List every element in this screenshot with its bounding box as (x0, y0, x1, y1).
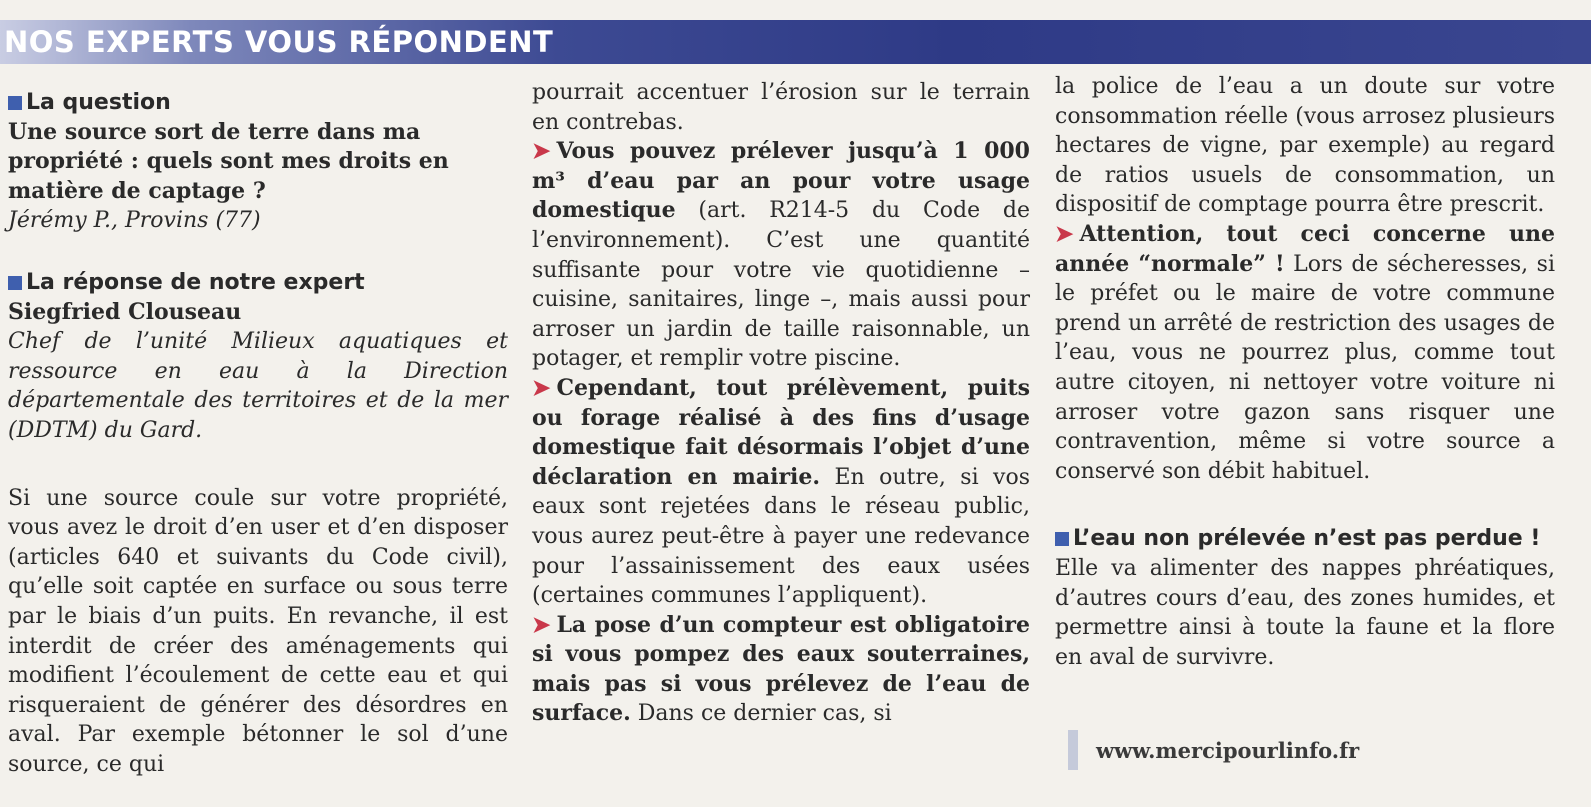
box-heading-label: L’eau non prélevée n’est pas perdue ! (1073, 526, 1541, 552)
meter-continued: la police de l’eau a un doute sur votre consommation réelle (vous arrosez plusieurs hectares de vigne, par exemple) au regard de ratios usuels de consommation, un dispositif de comptage pourra être prescrit. (1055, 74, 1555, 218)
square-bullet-icon (1055, 532, 1069, 546)
column-3 (1055, 72, 1555, 672)
arrow-icon: ➤ (1055, 220, 1074, 247)
arrow-icon: ➤ (532, 374, 551, 401)
column-2 (532, 78, 1030, 729)
answer-paragraph: Si une source coule sur votre propriété, vous avez le droit d’en user et d’en disposer (articles 640 et suivants du Code civil), qu’elle soit captée en surface ou sous terre par le biais d’un puits. En revanche, il est interdit de créer des aménagements qui modifient l’écoulement de cette eau et qui risqueraient de générer des désordres en aval. Par exemple bétonner le sol d’une source, ce qui (8, 485, 508, 777)
answer-paragraph-continued: pourrait accentuer l’érosion sur le terrain en contrebas. (532, 80, 1030, 135)
bullet-declaration: ➤ Cependant, tout prélèvement, puits ou forage réalisé à des fins d’usage domestique fait désormais l’objet d’une déclaration en mairie. En outre, si vos eaux sont rejetées dans le réseau public, vous aurez peut-être à payer une redevance pour l’assainissement des eaux usées (certaines communes l’appliquent). (532, 374, 1030, 609)
decorative-bar (1068, 730, 1078, 770)
expert-name: Siegfried Clouseau (8, 298, 242, 325)
header-banner (0, 20, 1591, 64)
question-text: Une source sort de terre dans ma propriété : quels sont mes droits en matière de captage ? (8, 118, 449, 204)
square-bullet-icon (8, 276, 22, 290)
expert-heading (8, 268, 508, 298)
question-author: Jérémy P., Provins (77) (8, 208, 261, 234)
column-1 (8, 88, 508, 779)
page-title: NOS EXPERTS VOUS RÉPONDENT (4, 25, 554, 59)
box-heading (1055, 524, 1555, 554)
square-bullet-icon (8, 96, 22, 110)
arrow-icon: ➤ (532, 611, 551, 638)
bullet-domestic-use: ➤ Vous pouvez prélever jusqu’à 1 000 m³ d’eau par an pour votre usage domestique (art. R214-5 du Code de l’environnement). C’est une quantité suffisante pour votre vie quotidienne – cuisine, sanitaires, linge –, mais aussi pour arroser un jardin de taille raisonnable, un potager, et remplir votre piscine. (532, 138, 1030, 372)
bullet-meter: ➤ La pose d’un compteur est obligatoire si vous pompez des eaux souterraines, mais pas si vous prélevez de l’eau de surface. Dans ce dernier cas, si (532, 611, 1030, 727)
arrow-icon: ➤ (532, 138, 551, 165)
expert-heading-label: La réponse de notre expert (26, 269, 365, 295)
bullet-drought: ➤ Attention, tout ceci concerne une année “normale” ! Lors de sécheresses, si le préfet ou le maire de votre commune prend un arrêté de restriction des usages de l’eau, vous ne pourrez plus, comme tout autre citoyen, ni nettoyer votre voiture ni arroser votre gazon sans risquer une contravention, même si votre source a conservé son débit habituel. (1055, 220, 1555, 484)
expert-title: Chef de l’unité Milieux aquatiques et ressource en eau à la Direction départementale des territoires et de la mer (DDTM) du Gard. (8, 329, 508, 443)
question-heading-label: La question (26, 90, 171, 115)
website-link[interactable]: www.mercipourlinfo.fr (1096, 737, 1360, 763)
website-footer (1068, 730, 1448, 770)
box-text: Elle va alimenter des nappes phréatiques, d’autres cours d’eau, des zones humides, et permettre ainsi à toute la faune et la flore en aval de survivre. (1055, 555, 1555, 670)
question-heading (8, 88, 508, 118)
